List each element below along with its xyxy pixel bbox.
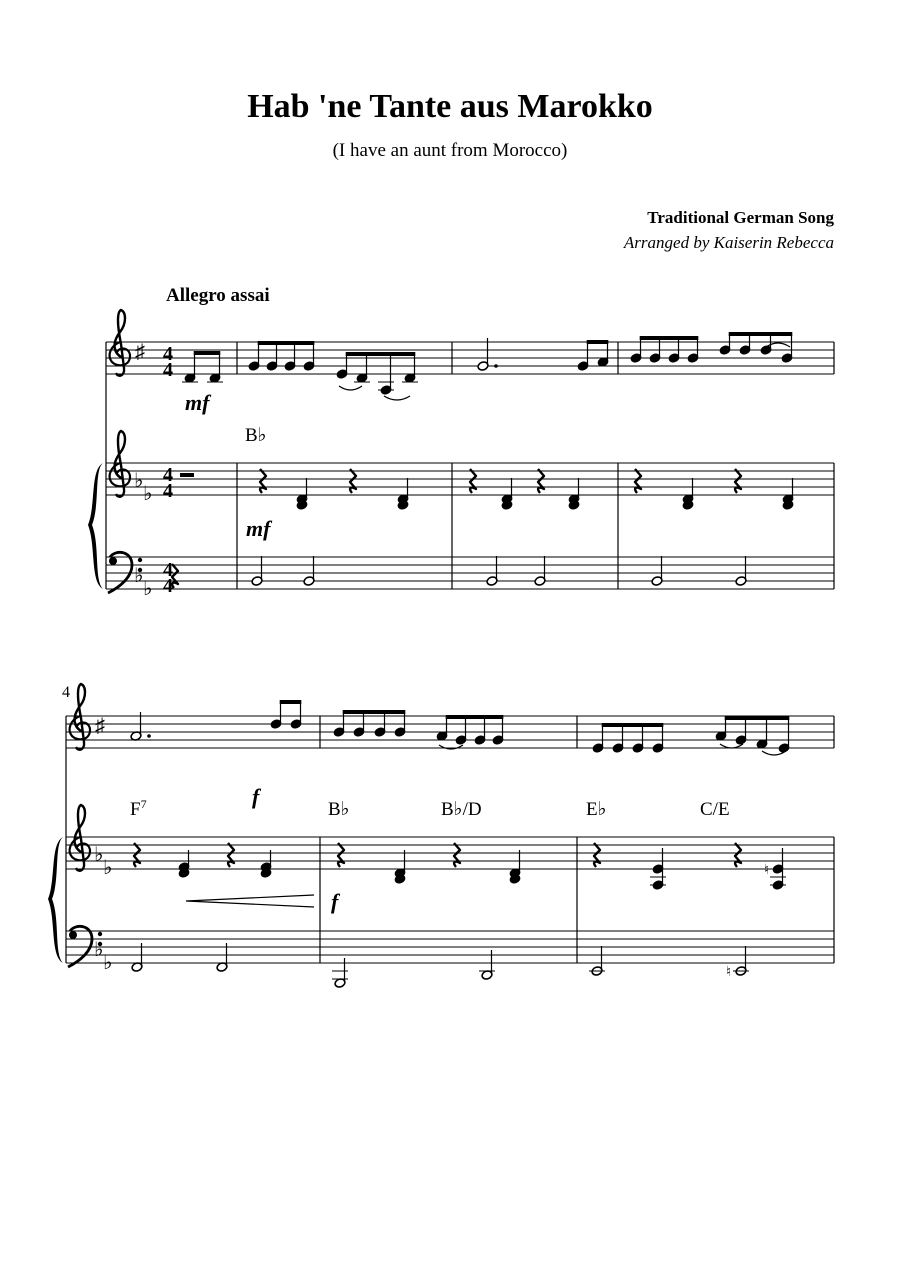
chord-symbol: E♭ bbox=[586, 799, 607, 820]
chord-symbol: B♭ bbox=[245, 425, 267, 446]
measure-number: 4 bbox=[62, 684, 70, 701]
chord-symbol: $F^7$ bbox=[130, 797, 147, 820]
slur bbox=[339, 386, 362, 390]
quarter-rest-icon bbox=[228, 843, 234, 867]
beam bbox=[194, 351, 221, 355]
flat-icon: ♭ bbox=[134, 565, 144, 587]
dynamic-melody-1: mf bbox=[185, 390, 210, 415]
natural-sign-icon: ♮ bbox=[726, 965, 732, 980]
flat-icon: ♭ bbox=[103, 857, 113, 879]
beam bbox=[725, 716, 790, 720]
beam bbox=[587, 340, 609, 344]
flat-icon: ♭ bbox=[143, 578, 153, 600]
dynamic-piano-2: f bbox=[331, 889, 339, 914]
beam bbox=[343, 710, 406, 714]
beam bbox=[258, 341, 315, 345]
quarter-rest-icon bbox=[454, 843, 460, 867]
quarter-rest-icon bbox=[260, 469, 266, 493]
song-title: Hab 'ne Tante aus Marokko bbox=[247, 88, 653, 125]
crescendo-hairpin-icon bbox=[186, 895, 314, 907]
brace-icon bbox=[88, 463, 103, 589]
brace-icon bbox=[48, 837, 63, 963]
system-2-staves bbox=[66, 716, 834, 963]
quarter-rest-icon bbox=[635, 469, 641, 493]
flat-icon: ♭ bbox=[103, 952, 113, 974]
whole-rest-icon bbox=[180, 473, 194, 477]
slur bbox=[720, 744, 743, 748]
tempo-marking: Allegro assai bbox=[166, 285, 270, 306]
time-sig-bottom: 4 bbox=[163, 359, 173, 381]
time-sig-top: 4 bbox=[163, 559, 173, 581]
quarter-rest-icon bbox=[735, 469, 741, 493]
quarter-rest-icon bbox=[134, 843, 140, 867]
quarter-rest-icon bbox=[538, 469, 544, 493]
slur bbox=[384, 396, 410, 400]
piano-notes-system-2 bbox=[131, 843, 786, 988]
beam bbox=[729, 332, 793, 336]
beam bbox=[280, 700, 302, 704]
flat-icon: ♭ bbox=[143, 483, 153, 505]
quarter-rest-icon bbox=[594, 843, 600, 867]
time-sig-top: 4 bbox=[163, 343, 173, 365]
chord-symbol: B♭ bbox=[328, 799, 350, 820]
flat-icon: ♭ bbox=[134, 470, 144, 492]
dynamic-piano-1: mf bbox=[246, 516, 271, 541]
time-sig-bottom: 4 bbox=[163, 575, 173, 597]
quarter-rest-icon bbox=[735, 843, 741, 867]
quarter-rest-icon bbox=[338, 843, 344, 867]
dot bbox=[494, 364, 498, 368]
quarter-rest-icon bbox=[470, 469, 476, 493]
beam bbox=[446, 715, 504, 719]
quarter-rest-icon bbox=[350, 469, 356, 493]
flat-icon: ♭ bbox=[94, 844, 104, 866]
sharp-icon: ♯ bbox=[95, 715, 105, 737]
flat-icon: ♭ bbox=[94, 939, 104, 961]
melody-notes-system-2 bbox=[130, 700, 790, 755]
dynamic-melody-2: f bbox=[252, 784, 260, 809]
beam bbox=[602, 723, 664, 727]
time-sig-bottom: 4 bbox=[163, 480, 173, 502]
beam bbox=[346, 352, 416, 356]
chord-symbol: B♭/D bbox=[441, 799, 482, 820]
song-subtitle: (I have an aunt from Morocco) bbox=[332, 140, 568, 161]
time-sig-top: 4 bbox=[163, 464, 173, 486]
dot bbox=[147, 734, 151, 738]
natural-sign-icon: ♮ bbox=[764, 863, 770, 878]
arranger-credit: Arranged by Kaiserin Rebecca bbox=[623, 233, 834, 252]
sharp-icon: ♯ bbox=[135, 341, 145, 363]
composer-credit: Traditional German Song bbox=[647, 208, 834, 227]
chord-symbol: C/E bbox=[700, 799, 730, 820]
beam bbox=[640, 336, 699, 340]
